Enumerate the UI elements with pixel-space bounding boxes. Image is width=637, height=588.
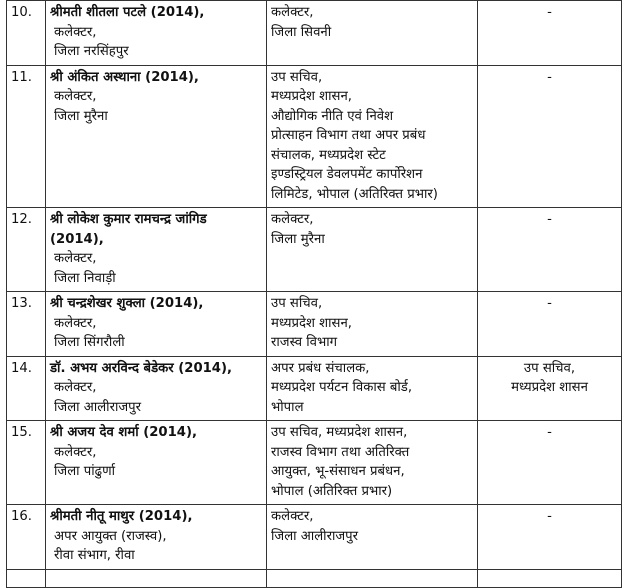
table-row: [7, 292, 622, 357]
new-posting-cell: [267, 505, 478, 570]
posting-line: जिला आलीराजपुर: [271, 528, 359, 544]
table-row-partial: [7, 569, 622, 587]
officer-name: श्री चन्द्रशेखर शुक्ला (2014),: [50, 296, 204, 311]
remark-cell-cut: [478, 569, 622, 587]
remark-cell: [478, 65, 622, 208]
new-posting-cell: [267, 65, 478, 208]
officer-cell: [46, 421, 267, 505]
posting-line: उप सचिव,: [271, 296, 323, 311]
posting-line: मध्यप्रदेश शासन,: [271, 89, 352, 104]
officer-name: श्रीमती शीतला पटले (2014),: [50, 5, 205, 20]
remark-line: -: [547, 425, 552, 440]
posting-line: आयुक्त, भू-संसाधन प्रबंधन,: [271, 464, 405, 479]
officer-batch: (2014),: [50, 231, 104, 247]
officer-current-post: कलेक्टर,: [54, 444, 97, 460]
new-posting-cell: [267, 208, 478, 292]
serial-number: 13.: [7, 292, 46, 357]
posting-line: मध्यप्रदेश शासन,: [271, 315, 352, 331]
posting-line: कलेक्टर,: [271, 212, 314, 227]
officer-current-district: जिला सिंगरौली: [54, 335, 125, 350]
table-row: [7, 421, 622, 505]
remark-cell: [478, 356, 622, 421]
transfer-order-table: [6, 0, 622, 588]
remark-line: -: [547, 69, 552, 85]
officer-current-district: जिला नरसिंहपुर: [54, 44, 129, 59]
officer-name: श्रीमती नीतू माथुर (2014),: [50, 509, 193, 524]
serial-number: 10.: [7, 1, 46, 66]
remark-cell: [478, 505, 622, 570]
remark-cell: [478, 421, 622, 505]
serial-number: 14.: [7, 356, 46, 421]
posting-line: कलेक्टर,: [271, 509, 314, 524]
table-row: [7, 1, 622, 66]
table-row: [7, 505, 622, 570]
remark-line: -: [547, 296, 552, 311]
officer-current-district: जिला निवाड़ी: [54, 270, 116, 286]
remark-line: उप सचिव,: [523, 360, 576, 376]
posting-line: भोपाल: [271, 399, 304, 415]
new-posting-cell: [267, 421, 478, 505]
remark-cell: [478, 1, 622, 66]
table-row: [7, 208, 622, 292]
remark-cell: [478, 292, 622, 357]
officer-current-post: कलेक्टर,: [54, 315, 97, 331]
officer-current-district: जिला मुरैना: [54, 108, 108, 124]
serial-number: 16.: [7, 505, 46, 570]
officer-cell: [46, 292, 267, 357]
table-row: [7, 356, 622, 421]
new-posting-cell: [267, 292, 478, 357]
posting-line: संचालक, मध्यप्रदेश स्टेट: [271, 147, 386, 163]
remark-line: -: [547, 212, 552, 227]
officer-cell: [46, 356, 267, 421]
officer-current-post: कलेक्टर,: [54, 251, 97, 266]
new-posting-cell: [267, 356, 478, 421]
officer-current-post: कलेक्टर,: [54, 24, 97, 40]
posting-line: जिला मुरैना: [271, 231, 325, 247]
serial-number: 11.: [7, 65, 46, 208]
posting-line: इण्डस्ट्रियल डेवलपमेंट कार्पोरेशन: [271, 167, 423, 182]
officer-name: डॉ. अभय अरविन्द बेडेकर (2014),: [50, 360, 233, 376]
officer-current-district: जिला पांढुर्णा: [54, 464, 116, 479]
officer-current-district: जिला आलीराजपुर: [54, 399, 142, 415]
officer-cell: [46, 65, 267, 208]
remark-line: -: [547, 5, 552, 20]
posting-line: लिमिटेड, भोपाल (अतिरिक्त प्रभार): [271, 186, 438, 202]
new-posting-cell-cut: [267, 569, 478, 587]
officer-current-district: रीवा संभाग, रीवा: [54, 548, 135, 563]
posting-line: भोपाल (अतिरिक्त प्रभार): [271, 483, 393, 499]
posting-line: अपर प्रबंध संचालक,: [271, 360, 370, 376]
posting-line: प्रोत्साहन विभाग तथा अपर प्रबंध: [271, 128, 426, 143]
posting-line: राजस्व विभाग: [271, 335, 338, 350]
officer-name: श्री अंकित अस्थाना (2014),: [50, 69, 199, 85]
remark-line: -: [547, 509, 552, 524]
posting-line: जिला सिवनी: [271, 24, 332, 40]
officer-name: श्री अजय देव शर्मा (2014),: [50, 425, 197, 440]
new-posting-cell: [267, 1, 478, 66]
posting-line: कलेक्टर,: [271, 5, 314, 20]
serial-number: 12.: [7, 208, 46, 292]
posting-line: राजस्व विभाग तथा अतिरिक्त: [271, 444, 410, 460]
remark-line: मध्यप्रदेश शासन: [511, 380, 588, 395]
posting-line: औद्योगिक नीति एवं निवेश: [271, 108, 394, 124]
officer-name: श्री लोकेश कुमार रामचन्द्र जांगिड: [50, 212, 207, 227]
officer-current-post: कलेक्टर,: [54, 89, 97, 104]
officer-current-post: अपर आयुक्त (राजस्व),: [54, 528, 167, 544]
remark-cell: [478, 208, 622, 292]
officer-current-post: कलेक्टर,: [54, 380, 97, 395]
officer-cell-cut: [46, 569, 267, 587]
table-row: [7, 65, 622, 208]
serial-number-cut: [7, 569, 46, 587]
posting-line: उप सचिव, मध्यप्रदेश शासन,: [271, 425, 408, 440]
officer-cell: [46, 1, 267, 66]
officer-cell: [46, 208, 267, 292]
posting-line: उप सचिव,: [271, 69, 323, 85]
serial-number: 15.: [7, 421, 46, 505]
posting-line: मध्यप्रदेश पर्यटन विकास बोर्ड,: [271, 380, 413, 395]
officer-cell: [46, 505, 267, 570]
